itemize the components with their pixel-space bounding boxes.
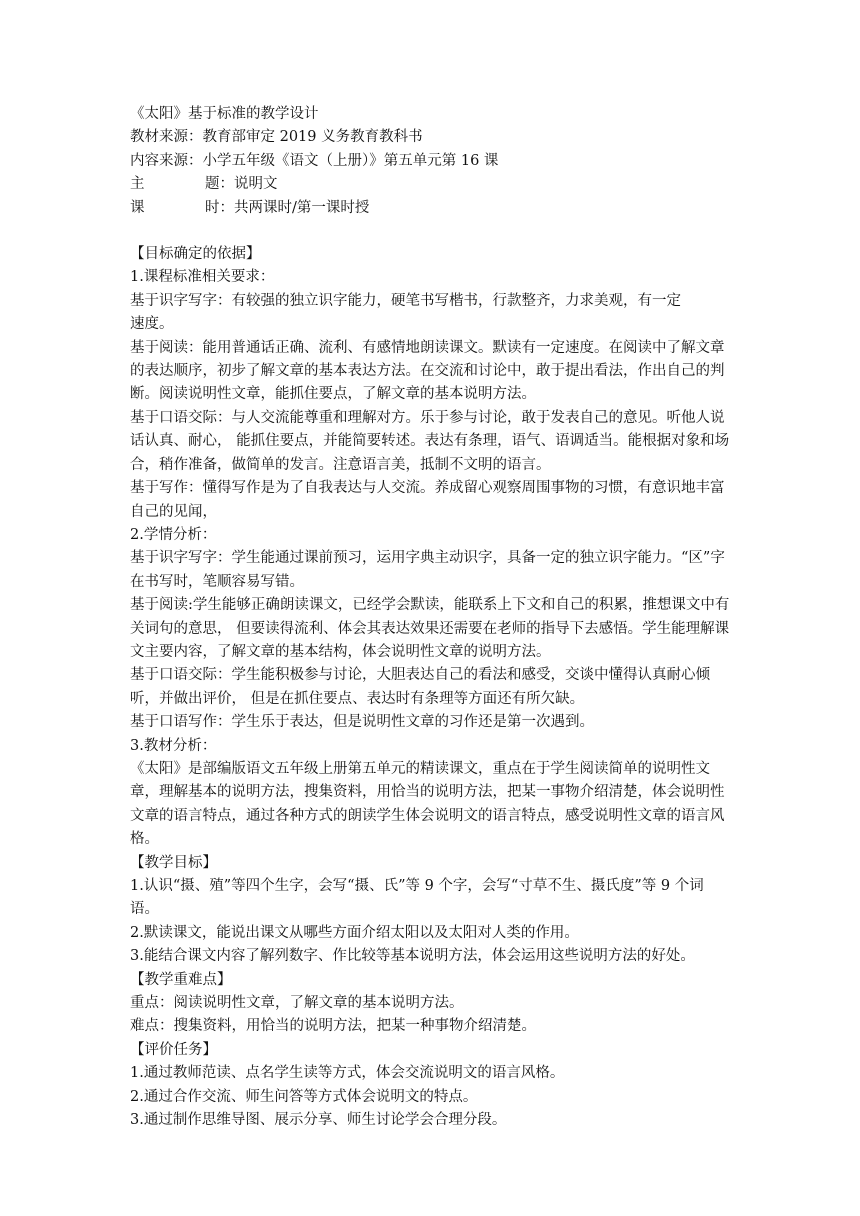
learner-writing: 基于口语写作：学生乐于表达，但是说明性文章的习作还是第一次遇到。: [130, 714, 594, 731]
tasks-heading: 【评价任务】: [130, 1041, 217, 1058]
goal-item-2: 2.默读课文，能说出课文从哪些方面介绍太阳以及太阳对人类的作用。: [130, 924, 579, 941]
keypoint-focus: 重点：阅读说明性文章，了解文章的基本说明方法。: [130, 995, 464, 1012]
learner-analysis-subheading: 2.学情分析：: [130, 526, 217, 543]
task-item-2: 2.通过合作交流、师生问答等方式体会说明文的特点。: [130, 1088, 478, 1105]
goal-item-1: 1.认识“摄、殖”等四个生字，会写“摄、氏”等 9 个字，会写“寸草不生、摄氏度”等 9 个词语。: [130, 878, 704, 918]
textbook-source: 教材来源：教育部审定 2019 义务教育教科书: [130, 129, 423, 146]
textbook-analysis-subheading: 3.教材分析：: [130, 737, 217, 754]
standards-literacy-line2: [130, 313, 730, 336]
standards-writing: 基于写作：懂得写作是为了自我表达与人交流。养成留心观察周围事物的习惯，有意识地丰富自己的见闻，: [130, 480, 725, 520]
document-title: 《太阳》基于标准的教学设计: [130, 106, 319, 122]
standards-subheading: 1.课程标准相关要求：: [130, 269, 275, 286]
topic-label: 主: [130, 176, 145, 193]
standards-literacy-line1: 基于识字写字：有较强的独立识字能力，硬笔书写楷书，行款整齐，力求美观，有一定: [130, 292, 681, 309]
goal-item-3: 3.能结合课文内容了解列数字、作比较等基本说明方法，体会运用这些说明方法的好处。: [130, 948, 695, 965]
period-label: 课: [130, 199, 145, 216]
learner-reading: 基于阅读:学生能够正确朗读课文，已经学会默读，能联系上下文和自己的积累，推想课文中有关词句的意思， 但要读得流利、体会其表达效果还需要在老师的指导下去感悟。学生能理解课文主要内容，了解文章的基本结构，体会说明性文章的说明方法。: [130, 597, 730, 660]
keypoints-heading: 【教学重难点】: [130, 971, 232, 988]
task-item-1: 1.通过教师范读、点名学生读等方式，体会交流说明文的语言风格。: [130, 1065, 565, 1082]
content-source: 内容来源：小学五年级《语文（上册）》第五单元第 16 课: [130, 152, 499, 169]
textbook-analysis-text: 《太阳》是部编版语文五年级上册第五单元的精读课文，重点在于学生阅读简单的说明性文章，理解基本的说明方法，搜集资料，用恰当的说明方法，把某一事物介绍清楚，体会说明性文章的语言特点，通过各种方式的朗读学生体会说明文的语言特点，感受说明性文章的语言风格。: [130, 760, 725, 848]
period-line: [130, 197, 730, 220]
standards-oral: 基于口语交际：与人交流能尊重和理解对方。乐于参与讨论，敢于发表自己的意见。听他人说话认真、耐心， 能抓住要点，并能简要转述。表达有条理，语气、语调适当。能根据对象和场合，稍作准备，做简单的发言。注意语言美，抵制不文明的语言。: [130, 409, 730, 473]
topic-value: 题：说明文: [205, 176, 278, 193]
goals-heading: 【教学目标】: [130, 854, 217, 871]
document-page: [130, 103, 730, 1132]
keypoint-difficulty: 难点：搜集资料，用恰当的说明方法，把某一种事物介绍清楚。: [130, 1018, 536, 1035]
topic-line: [130, 173, 730, 196]
standards-literacy-tail: 速度。: [130, 316, 174, 333]
basis-heading: 【目标确定的依据】: [130, 246, 261, 263]
task-item-3: 3.通过制作思维导图、展示分享、师生讨论学会合理分段。: [130, 1112, 507, 1129]
blank-line: [130, 220, 730, 243]
period-value: 时：共两课时/第一课时授: [205, 199, 370, 216]
learner-literacy: 基于识字写字：学生能通过课前预习，运用字典主动识字，具备一定的独立识字能力。“区”字在书写时，笔顺容易写错。: [130, 550, 725, 590]
standards-reading: 基于阅读：能用普通话正确、流利、有感情地朗读课文。默读有一定速度。在阅读中了解文章的表达顺序，初步了解文章的基本表达方法。在交流和讨论中，敢于提出看法，作出自己的判断。阅读说明性文章，能抓住要点，了解文章的基本说明方法。: [130, 339, 725, 403]
learner-oral: 基于口语交际：学生能积极参与讨论，大胆表达自己的看法和感受，交谈中懂得认真耐心倾听，并做出评价， 但是在抓住要点、表达时有条理等方面还有所欠缺。: [130, 667, 710, 707]
